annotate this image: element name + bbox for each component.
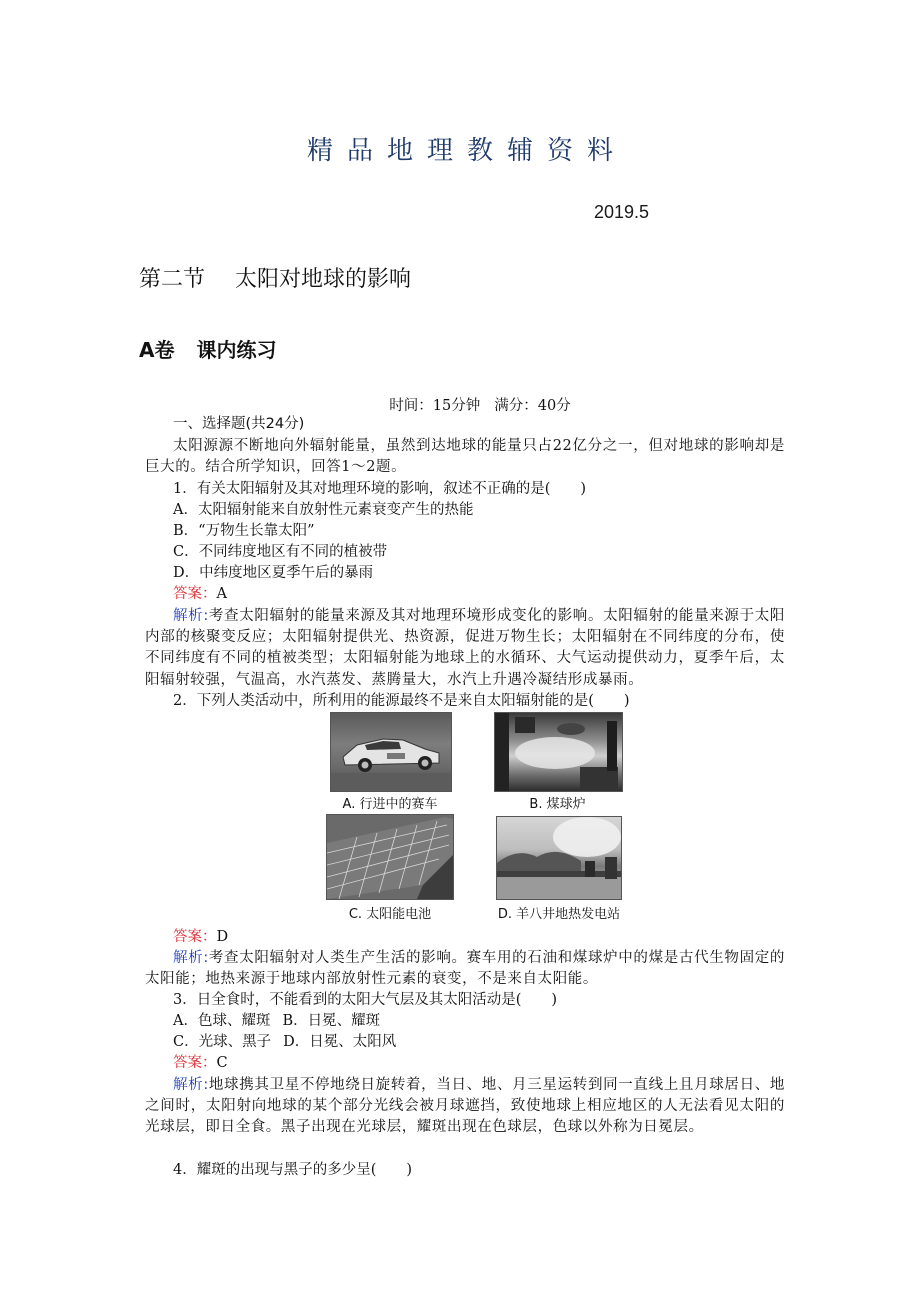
question-3-options-row-1: [145, 1011, 785, 1032]
question-1-stem: [145, 479, 785, 500]
question-3-answer: [145, 1053, 785, 1074]
answer-value: D: [216, 929, 229, 945]
question-1-option-c: C．不同纬度地区有不同的植被带: [173, 544, 388, 560]
section-title: [139, 262, 411, 293]
solar-panel-icon: [327, 815, 453, 899]
question-2-stem: [145, 691, 785, 712]
analysis-label: 解析:: [173, 608, 209, 624]
analysis-text: 考查太阳辐射对人类生产生活的影响。赛车用的石油和煤球炉中的煤是古代生物固定的太阳能；地热来源于地球内部放射性元素的衰变，不是来自太阳能。: [145, 950, 785, 988]
volume-name: 课内练习: [196, 338, 277, 362]
question-3-text: 3．日全食时，不能看到的太阳大气层及其太阳活动是(: [173, 992, 522, 1008]
full-score: 满分：40分: [494, 398, 571, 414]
exam-meta: [0, 394, 920, 415]
answer-label: 答案：: [173, 586, 217, 602]
question-3-options-row-2: [145, 1032, 785, 1053]
answer-value: A: [216, 586, 227, 602]
figure-c-caption: C. 太阳能电池: [348, 907, 432, 922]
question-3-stem: [145, 990, 785, 1011]
question-1-option-a: A．太阳辐射能来自放射性元素衰变产生的热能: [173, 502, 474, 518]
race-car-icon: [331, 713, 451, 791]
analysis-label: 解析:: [173, 1077, 209, 1093]
volume-label: A卷: [139, 338, 175, 362]
question-4-stem: [145, 1160, 785, 1181]
banner-title: 精品地理教辅资料: [306, 136, 627, 166]
answer-label: 答案：: [173, 1055, 217, 1071]
question-3-paren: ): [551, 992, 558, 1008]
analysis-label: 解析:: [173, 950, 209, 966]
part-heading: 一、选择题(共24分): [173, 416, 305, 432]
question-1-option-d: D．中纬度地区夏季午后的暴雨: [173, 565, 374, 581]
answer-label: 答案：: [173, 929, 217, 945]
question-2-paren: ): [623, 693, 630, 709]
question-1-option-b: B．“万物生长靠太阳”: [173, 523, 315, 539]
question-1-answer: [145, 584, 785, 605]
part-intro: 太阳源源不断地向外辐射能量，虽然到达地球的能量只占22亿分之一，但对地球的影响却是巨大的。结合所学知识，回答1～2题。: [145, 438, 785, 476]
volume-title: [139, 334, 276, 363]
question-1-analysis: [145, 606, 785, 691]
answer-value: C: [216, 1055, 228, 1071]
date-label: 2019.5: [594, 202, 650, 222]
analysis-text: 地球携其卫星不停地绕日旋转着，当日、地、月三星运转到同一直线上且月球居日、地之间时，太阳射向地球的某个部分光线会被月球遮挡，致使地球上相应地区的人无法看见太阳的光球层，即日全食。黑子出现在光球层，耀斑出现在色球层，色球以外称为日冕层。: [145, 1077, 785, 1136]
question-2-answer: [145, 927, 785, 948]
question-2-text: 2．下列人类活动中，所利用的能源最终不是来自太阳辐射能的是(: [173, 693, 594, 709]
analysis-text: 考查太阳辐射的能量来源及其对地理环境形成变化的影响。太阳辐射的能量来源于太阳内部的核聚变反应；太阳辐射提供光、热资源，促进万物生长；太阳辐射在不同纬度的分布，使不同纬度有不同的植被类型；太阳辐射能为地球上的水循环、大气运动提供动力，夏季午后，太阳辐射较强，气温高，水汽蒸发、蒸腾量大，水汽上升遇冷凝结形成暴雨。: [145, 608, 785, 688]
question-3-option-a: A．色球、耀斑: [173, 1013, 271, 1029]
question-3-analysis: [145, 1075, 785, 1139]
figure-d-caption: D. 羊八井地热发电站: [497, 907, 621, 922]
geothermal-plant-photo: [496, 816, 622, 900]
question-1-text: 1．有关太阳辐射及其对地理环境的影响，叙述不正确的是(: [173, 481, 551, 497]
question-3-option-d: D．日冕、太阳风: [283, 1034, 397, 1050]
figure-a-caption: A. 行进中的赛车: [342, 797, 438, 812]
geothermal-plant-icon: [497, 817, 621, 899]
question-1-paren: ): [580, 481, 587, 497]
time-limit: 时间：15分钟: [389, 398, 481, 414]
question-4-paren: ): [406, 1162, 413, 1178]
coal-stove-photo: [494, 712, 623, 792]
question-3-option-b: B．日冕、耀斑: [282, 1013, 381, 1029]
coal-stove-icon: [495, 713, 622, 791]
question-3-option-c: C．光球、黑子: [173, 1034, 272, 1050]
race-car-photo: [330, 712, 452, 792]
solar-panel-photo: [326, 814, 454, 900]
question-4-text: 4．耀斑的出现与黑子的多少呈(: [173, 1162, 377, 1178]
figure-b-caption: B. 煤球炉: [529, 797, 586, 812]
section-name: 太阳对地球的影响: [235, 267, 412, 292]
question-2-analysis: [145, 948, 785, 990]
section-number: 第二节: [139, 267, 206, 292]
